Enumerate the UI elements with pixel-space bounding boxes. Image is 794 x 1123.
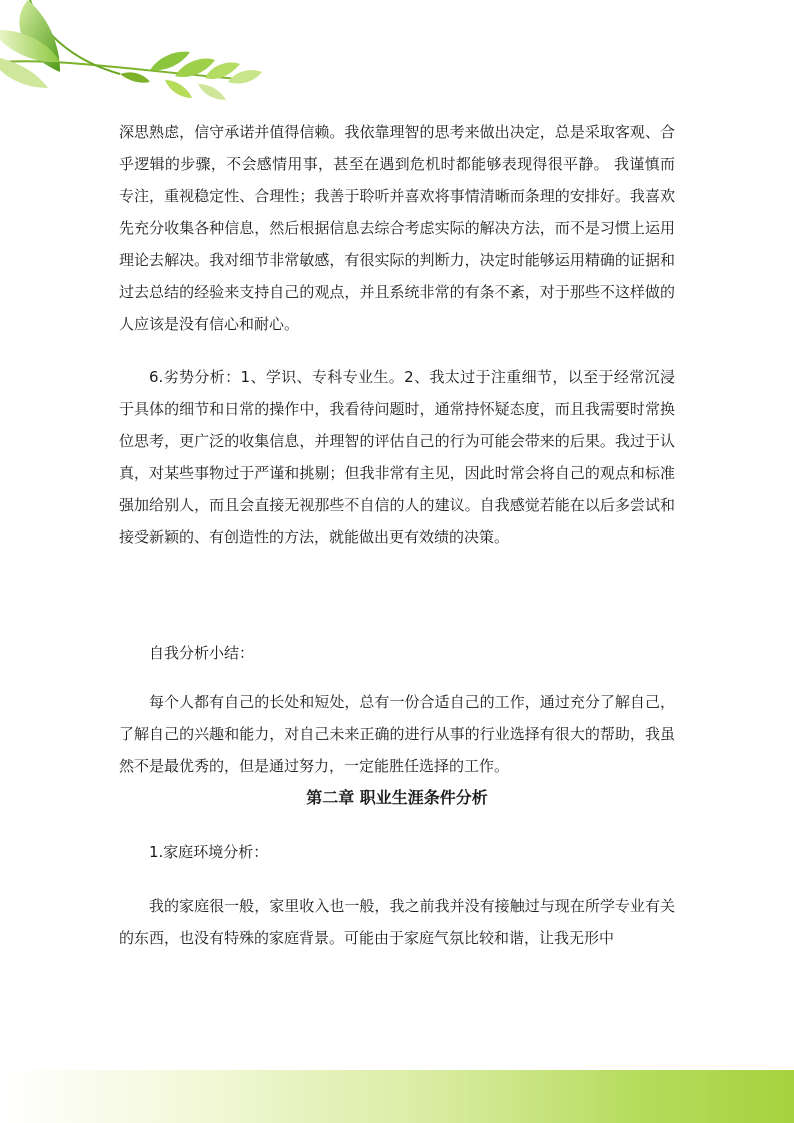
paragraph-weakness-analysis: 6.劣势分析：1、学识、专科专业生。2、我太过于注重细节，以至于经常沉浸于具体的细节和日常的操作中，我看待问题时，通常持怀疑态度，而且我需要时常换位思考，更广泛的收集信息，并理智的评估自己的行为可能会带来的后果。我过于认真，对某些事物过于严谨和挑剔；但我非常有主见，因此时常会将自己的观点和标准强加给别人，而且会直接无视那些不自信的人的建议。自我感觉若能在以后多尝试和接受新颖的、有创造性的方法，就能做出更有效绩的决策。	[119, 368, 675, 546]
paragraph-strengths-continued: 深思熟虑，信守承诺并值得信赖。我依靠理智的思考来做出决定，总是采取客观、合乎逻辑的步骤，不会感情用事，甚至在遇到危机时都能够表现得很平静。 我谨慎而专注，重视稳定性、合理性；我善于聆听并喜欢将事情清晰而条理的安排好。我喜欢先充分收集各种信息，然后根据信息去综合考虑实际的解决方法，而不是习惯上运用理论去解决。我对细节非常敏感，有很实际的判断力，决定时能够运用精确的证据和过去总结的经验来支持自己的观点，并且系统非常的有条不紊，对于那些不这样做的人应该是没有信心和耐心。	[119, 123, 675, 333]
leaf-vine-decoration	[0, 0, 270, 120]
summary-heading: 自我分析小结：	[149, 644, 255, 662]
section-heading-family: 1.家庭环境分析：	[149, 843, 269, 861]
document-body	[119, 116, 675, 954]
footer-gradient-band	[0, 1070, 794, 1123]
paragraph-summary: 每个人都有自己的长处和短处，总有一份合适自己的工作，通过充分了解自己，了解自己的兴趣和能力，对自己未来正确的进行从事的行业选择有很大的帮助，我虽然不是最优秀的，但是通过努力，一定能胜任选择的工作。	[119, 693, 675, 775]
paragraph-family-environment: 我的家庭很一般，家里收入也一般，我之前我并没有接触过与现在所学专业有关的东西，也没有特殊的家庭背景。可能由于家庭气氛比较和谐，让我无形中	[119, 897, 675, 947]
chapter-title: 第二章 职业生涯条件分析	[306, 788, 488, 807]
